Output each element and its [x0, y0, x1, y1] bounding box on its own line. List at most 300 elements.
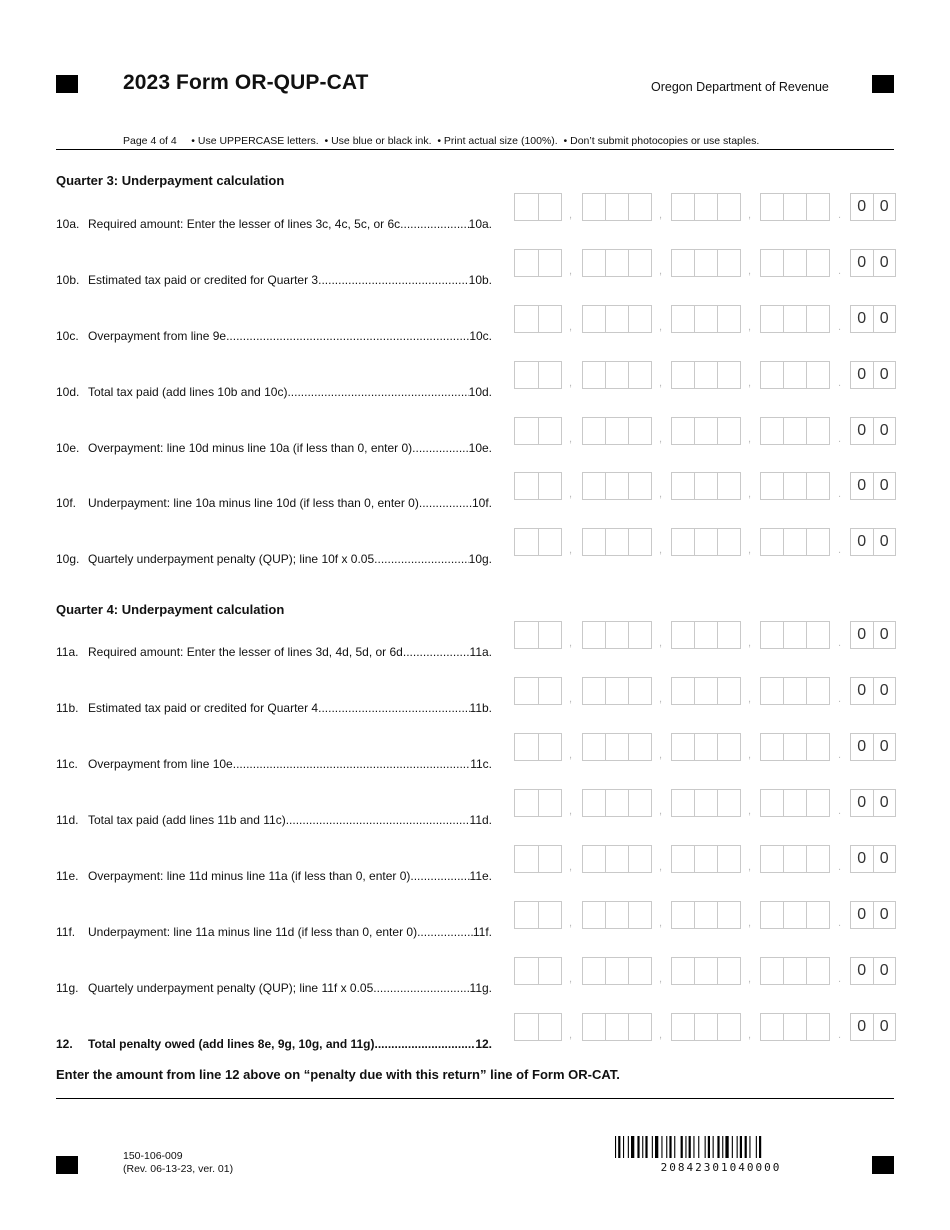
- digit-box[interactable]: [695, 1014, 718, 1040]
- amount-digit-group[interactable]: [760, 193, 830, 221]
- digit-box[interactable]: [807, 529, 829, 555]
- thousands-separator: ,: [569, 973, 573, 985]
- line-row: [0, 677, 950, 717]
- digit-box[interactable]: [672, 250, 695, 276]
- thousands-separator: ,: [659, 377, 663, 389]
- page-instructions: Page 4 of 4 • Use UPPERCASE letters. • Use blue or black ink. • Print actual size (100%). • Don’t submit photocopies or use staples.: [123, 135, 760, 147]
- digit-box[interactable]: [672, 529, 695, 555]
- digit-box[interactable]: [606, 846, 629, 872]
- digit-box[interactable]: [515, 250, 539, 276]
- amount-digit-group[interactable]: [760, 528, 830, 556]
- digit-box[interactable]: [672, 418, 695, 444]
- digit-box[interactable]: [672, 846, 695, 872]
- line-number: 11f.: [56, 925, 76, 939]
- amount-digit-group[interactable]: [671, 621, 741, 649]
- digit-box[interactable]: [672, 678, 695, 704]
- digit-box[interactable]: [718, 306, 740, 332]
- line-row: [0, 733, 950, 773]
- digit-box[interactable]: [718, 622, 740, 648]
- leader-dots: [400, 217, 468, 231]
- amount-digit-group[interactable]: [671, 1013, 741, 1041]
- digit-box[interactable]: [718, 846, 740, 872]
- line-row: [0, 845, 950, 885]
- digit-box[interactable]: [539, 622, 562, 648]
- digit-box[interactable]: [629, 306, 651, 332]
- digit-box[interactable]: [515, 790, 539, 816]
- cents-digit: 0: [879, 682, 889, 699]
- digit-box[interactable]: [695, 734, 718, 760]
- digit-box[interactable]: [695, 306, 718, 332]
- digit-box[interactable]: [807, 1014, 829, 1040]
- digit-box[interactable]: [629, 734, 651, 760]
- digit-box[interactable]: [606, 418, 629, 444]
- thousands-separator: ,: [748, 805, 752, 817]
- digit-box[interactable]: [539, 306, 562, 332]
- amount-digit-group[interactable]: [514, 957, 562, 985]
- digit-box[interactable]: [583, 1014, 606, 1040]
- form-number: 150-106-009: [123, 1150, 183, 1162]
- digit-box[interactable]: [807, 902, 829, 928]
- cents-box: [850, 733, 896, 761]
- digit-box[interactable]: [695, 250, 718, 276]
- digit-box[interactable]: [718, 790, 740, 816]
- digit-box[interactable]: [515, 678, 539, 704]
- digit-box[interactable]: [539, 790, 562, 816]
- digit-box[interactable]: [807, 790, 829, 816]
- amount-digit-group[interactable]: [671, 677, 741, 705]
- digit-box[interactable]: [761, 250, 784, 276]
- digit-box[interactable]: [629, 902, 651, 928]
- digit-box[interactable]: [784, 958, 807, 984]
- amount-digit-group[interactable]: [671, 901, 741, 929]
- digit-box[interactable]: [606, 1014, 629, 1040]
- digit-box[interactable]: [718, 473, 740, 499]
- line-number: 11e.: [56, 869, 79, 883]
- thousands-separator: ,: [569, 693, 573, 705]
- amount-digit-group[interactable]: [671, 249, 741, 277]
- digit-box[interactable]: [807, 418, 829, 444]
- digit-box[interactable]: [695, 622, 718, 648]
- digit-box[interactable]: [515, 622, 539, 648]
- line-number: 10c.: [56, 329, 79, 343]
- cents-digit: 0: [851, 194, 874, 220]
- digit-box[interactable]: [784, 418, 807, 444]
- digit-box[interactable]: [718, 958, 740, 984]
- digit-box[interactable]: [807, 306, 829, 332]
- digit-box[interactable]: [515, 194, 539, 220]
- line-number: 10f.: [56, 496, 77, 510]
- digit-box[interactable]: [695, 790, 718, 816]
- amount-digit-group[interactable]: [760, 845, 830, 873]
- digit-box[interactable]: [672, 306, 695, 332]
- digit-box[interactable]: [629, 250, 651, 276]
- digit-box[interactable]: [672, 362, 695, 388]
- digit-box[interactable]: [606, 902, 629, 928]
- amount-digit-group[interactable]: [514, 733, 562, 761]
- digit-box[interactable]: [695, 529, 718, 555]
- digit-box[interactable]: [761, 418, 784, 444]
- digit-box[interactable]: [718, 678, 740, 704]
- leader-dots: [417, 925, 473, 939]
- amount-digit-group[interactable]: [671, 733, 741, 761]
- digit-box[interactable]: [606, 678, 629, 704]
- digit-box[interactable]: [672, 902, 695, 928]
- digit-box[interactable]: [539, 418, 562, 444]
- cents-box: [850, 417, 896, 445]
- digit-box[interactable]: [539, 902, 562, 928]
- barcode-bar: [681, 1136, 683, 1158]
- digit-box[interactable]: [695, 418, 718, 444]
- thousands-separator: ,: [569, 861, 573, 873]
- barcode-bar: [693, 1136, 694, 1158]
- leader-dots: [373, 981, 469, 995]
- amount-digit-group[interactable]: [760, 789, 830, 817]
- digit-box[interactable]: [807, 846, 829, 872]
- line-label: [56, 981, 492, 995]
- cents-digit: 0: [851, 362, 874, 388]
- digit-box[interactable]: [539, 958, 562, 984]
- amount-digit-group[interactable]: [760, 361, 830, 389]
- amount-digit-group[interactable]: [760, 733, 830, 761]
- amount-digit-group[interactable]: [582, 472, 652, 500]
- line-description: Required amount: Enter the lesser of lines 3c, 4c, 5c, or 6c: [88, 217, 401, 231]
- digit-box[interactable]: [629, 529, 651, 555]
- digit-box[interactable]: [515, 306, 539, 332]
- digit-box[interactable]: [629, 362, 651, 388]
- digit-box[interactable]: [583, 362, 606, 388]
- digit-box[interactable]: [718, 529, 740, 555]
- digit-box[interactable]: [695, 473, 718, 499]
- digit-box[interactable]: [784, 473, 807, 499]
- thousands-separator: ,: [569, 488, 573, 500]
- amount-digit-group[interactable]: [514, 677, 562, 705]
- digit-box[interactable]: [539, 734, 562, 760]
- amount-digit-group[interactable]: [582, 305, 652, 333]
- line-label: [56, 757, 492, 771]
- amount-digit-group[interactable]: [514, 901, 562, 929]
- amount-digit-group[interactable]: [760, 677, 830, 705]
- digit-box[interactable]: [784, 1014, 807, 1040]
- digit-box[interactable]: [583, 622, 606, 648]
- amount-digit-group[interactable]: [582, 417, 652, 445]
- line-row: [0, 528, 950, 568]
- line-label: [56, 385, 492, 399]
- line-label: [56, 552, 492, 566]
- leader-dots: [412, 441, 468, 455]
- amount-digit-group[interactable]: [514, 472, 562, 500]
- digit-box[interactable]: [629, 790, 651, 816]
- line-label: [56, 496, 492, 510]
- digit-box[interactable]: [629, 846, 651, 872]
- amount-digit-group[interactable]: [582, 1013, 652, 1041]
- digit-box[interactable]: [784, 306, 807, 332]
- digit-box[interactable]: [672, 1014, 695, 1040]
- amount-digit-group[interactable]: [760, 1013, 830, 1041]
- digit-box[interactable]: [515, 902, 539, 928]
- digit-box[interactable]: [629, 678, 651, 704]
- digit-box[interactable]: [606, 250, 629, 276]
- amount-digit-group[interactable]: [582, 361, 652, 389]
- digit-box[interactable]: [672, 622, 695, 648]
- amount-digit-group[interactable]: [671, 845, 741, 873]
- digit-box[interactable]: [539, 250, 562, 276]
- line-description: Underpayment: line 11a minus line 11d (if less than 0, enter 0): [88, 925, 418, 939]
- barcode-bar: [652, 1136, 653, 1158]
- line-number: 11a.: [56, 645, 79, 659]
- barcode-bar: [637, 1136, 639, 1158]
- digit-box[interactable]: [761, 622, 784, 648]
- barcode-bar: [698, 1136, 699, 1158]
- amount-digit-group[interactable]: [582, 528, 652, 556]
- digit-box[interactable]: [761, 678, 784, 704]
- line-reference: 10b.: [468, 273, 492, 287]
- digit-box[interactable]: [606, 473, 629, 499]
- barcode-bar: [623, 1136, 624, 1158]
- digit-box[interactable]: [807, 473, 829, 499]
- digit-box[interactable]: [583, 734, 606, 760]
- amount-digit-group[interactable]: [582, 845, 652, 873]
- digit-box[interactable]: [807, 250, 829, 276]
- line-reference: 10a.: [468, 217, 492, 231]
- amount-digit-group[interactable]: [582, 249, 652, 277]
- thousands-separator: ,: [569, 637, 573, 649]
- amount-digit-group[interactable]: [514, 193, 562, 221]
- digit-box[interactable]: [606, 790, 629, 816]
- digit-box[interactable]: [629, 958, 651, 984]
- digit-box[interactable]: [672, 958, 695, 984]
- amount-digit-group[interactable]: [760, 305, 830, 333]
- digit-box[interactable]: [583, 902, 606, 928]
- digit-box[interactable]: [515, 1014, 539, 1040]
- digit-box[interactable]: [606, 306, 629, 332]
- digit-box[interactable]: [515, 418, 539, 444]
- digit-box[interactable]: [629, 418, 651, 444]
- digit-box[interactable]: [784, 902, 807, 928]
- cents-digit: 0: [851, 902, 874, 928]
- cents-box: [850, 472, 896, 500]
- digit-box[interactable]: [583, 958, 606, 984]
- amount-digit-group[interactable]: [582, 733, 652, 761]
- digit-box[interactable]: [629, 473, 651, 499]
- cents-digit: 0: [851, 678, 874, 704]
- cents-digit: 0: [851, 790, 874, 816]
- barcode-bar: [655, 1136, 658, 1158]
- digit-box[interactable]: [515, 846, 539, 872]
- digit-box[interactable]: [718, 250, 740, 276]
- digit-box[interactable]: [515, 734, 539, 760]
- digit-box[interactable]: [718, 362, 740, 388]
- digit-box[interactable]: [695, 194, 718, 220]
- digit-box[interactable]: [672, 473, 695, 499]
- amount-digit-group[interactable]: [582, 957, 652, 985]
- digit-box[interactable]: [539, 846, 562, 872]
- digit-box[interactable]: [784, 194, 807, 220]
- amount-digit-group[interactable]: [582, 677, 652, 705]
- digit-box[interactable]: [539, 362, 562, 388]
- digit-box[interactable]: [718, 1014, 740, 1040]
- digit-box[interactable]: [807, 678, 829, 704]
- amount-digit-group[interactable]: [671, 361, 741, 389]
- barcode-number: 20842301040000: [660, 1161, 782, 1174]
- digit-box[interactable]: [672, 734, 695, 760]
- digit-box[interactable]: [672, 790, 695, 816]
- digit-box[interactable]: [539, 1014, 562, 1040]
- digit-box[interactable]: [583, 250, 606, 276]
- thousands-separator: ,: [569, 321, 573, 333]
- amount-digit-group[interactable]: [582, 789, 652, 817]
- amount-digit-group[interactable]: [671, 789, 741, 817]
- digit-box[interactable]: [784, 529, 807, 555]
- cents-digit: 0: [879, 366, 889, 383]
- digit-box[interactable]: [629, 1014, 651, 1040]
- digit-box[interactable]: [583, 473, 606, 499]
- digit-box[interactable]: [695, 902, 718, 928]
- digit-box[interactable]: [515, 473, 539, 499]
- amount-digit-group[interactable]: [514, 249, 562, 277]
- digit-box[interactable]: [784, 678, 807, 704]
- cents-digit: 0: [879, 1018, 889, 1035]
- cents-digit: 0: [851, 418, 874, 444]
- barcode-bar: [666, 1136, 667, 1158]
- digit-box[interactable]: [606, 958, 629, 984]
- digit-box[interactable]: [807, 958, 829, 984]
- digit-box[interactable]: [629, 194, 651, 220]
- digit-box[interactable]: [583, 846, 606, 872]
- digit-box[interactable]: [718, 734, 740, 760]
- line-row: [0, 901, 950, 941]
- amount-digit-group[interactable]: [671, 417, 741, 445]
- digit-box[interactable]: [515, 958, 539, 984]
- digit-box[interactable]: [695, 958, 718, 984]
- digit-box[interactable]: [539, 529, 562, 555]
- digit-box[interactable]: [718, 194, 740, 220]
- digit-box[interactable]: [583, 678, 606, 704]
- digit-box[interactable]: [784, 362, 807, 388]
- cents-digit: 0: [851, 529, 874, 555]
- digit-box[interactable]: [807, 194, 829, 220]
- amount-digit-group[interactable]: [514, 417, 562, 445]
- digit-box[interactable]: [784, 622, 807, 648]
- barcode-bar: [689, 1136, 691, 1158]
- thousands-separator: ,: [659, 265, 663, 277]
- thousands-separator: ,: [569, 265, 573, 277]
- digit-box[interactable]: [672, 194, 695, 220]
- digit-box[interactable]: [539, 473, 562, 499]
- amount-digit-group[interactable]: [760, 417, 830, 445]
- barcode-bar: [759, 1136, 761, 1158]
- amount-digit-group[interactable]: [760, 472, 830, 500]
- amount-digit-group[interactable]: [760, 901, 830, 929]
- amount-digit-group[interactable]: [760, 957, 830, 985]
- digit-box[interactable]: [761, 790, 784, 816]
- amount-digit-group[interactable]: [514, 361, 562, 389]
- amount-digit-group[interactable]: [582, 901, 652, 929]
- amount-digit-group[interactable]: [582, 621, 652, 649]
- amount-digit-group[interactable]: [671, 193, 741, 221]
- digit-box[interactable]: [761, 194, 784, 220]
- digit-box[interactable]: [583, 194, 606, 220]
- amount-digit-group[interactable]: [514, 621, 562, 649]
- amount-digit-group[interactable]: [760, 249, 830, 277]
- digit-box[interactable]: [761, 306, 784, 332]
- amount-digit-group[interactable]: [671, 472, 741, 500]
- digit-box[interactable]: [695, 362, 718, 388]
- line-reference: 11g.: [469, 981, 492, 995]
- thousands-separator: ,: [659, 488, 663, 500]
- digit-box[interactable]: [606, 622, 629, 648]
- digit-box[interactable]: [718, 418, 740, 444]
- line-label: [56, 441, 492, 455]
- digit-box[interactable]: [515, 529, 539, 555]
- thousands-separator: ,: [659, 749, 663, 761]
- digit-box[interactable]: [761, 846, 784, 872]
- leader-dots: [318, 701, 469, 715]
- digit-box[interactable]: [761, 1014, 784, 1040]
- digit-box[interactable]: [606, 194, 629, 220]
- digit-box[interactable]: [606, 529, 629, 555]
- digit-box[interactable]: [784, 734, 807, 760]
- amount-digit-group[interactable]: [514, 528, 562, 556]
- digit-box[interactable]: [784, 250, 807, 276]
- amount-digit-group[interactable]: [582, 193, 652, 221]
- digit-box[interactable]: [807, 622, 829, 648]
- digit-box[interactable]: [695, 846, 718, 872]
- digit-box[interactable]: [583, 790, 606, 816]
- digit-box[interactable]: [761, 529, 784, 555]
- amount-digit-group[interactable]: [514, 845, 562, 873]
- cents-digit: 0: [851, 734, 874, 760]
- digit-box[interactable]: [606, 734, 629, 760]
- digit-box[interactable]: [761, 958, 784, 984]
- barcode-bar: [628, 1136, 629, 1158]
- barcode-bar: [685, 1136, 686, 1158]
- line-description: Overpayment: line 11d minus line 11a (if less than 0, enter 0): [88, 869, 411, 883]
- line-description: Overpayment from line 10e: [88, 757, 233, 771]
- digit-box[interactable]: [606, 362, 629, 388]
- line-reference: 10g.: [468, 552, 492, 566]
- amount-digit-group[interactable]: [671, 305, 741, 333]
- digit-box[interactable]: [784, 846, 807, 872]
- digit-box[interactable]: [629, 622, 651, 648]
- digit-box[interactable]: [761, 362, 784, 388]
- digit-box[interactable]: [583, 418, 606, 444]
- digit-box[interactable]: [539, 678, 562, 704]
- amount-digit-group[interactable]: [514, 1013, 562, 1041]
- amount-digit-group[interactable]: [671, 957, 741, 985]
- amount-digit-group[interactable]: [514, 789, 562, 817]
- thousands-separator: ,: [659, 805, 663, 817]
- digit-box[interactable]: [718, 902, 740, 928]
- digit-box[interactable]: [761, 473, 784, 499]
- digit-box[interactable]: [761, 902, 784, 928]
- digit-box[interactable]: [807, 362, 829, 388]
- digit-box[interactable]: [539, 194, 562, 220]
- cents-box: [850, 677, 896, 705]
- amount-digit-group[interactable]: [760, 621, 830, 649]
- digit-box[interactable]: [695, 678, 718, 704]
- digit-box[interactable]: [583, 529, 606, 555]
- digit-box[interactable]: [583, 306, 606, 332]
- amount-digit-group[interactable]: [671, 528, 741, 556]
- digit-box[interactable]: [761, 734, 784, 760]
- line-description: Estimated tax paid or credited for Quarter 3: [88, 273, 319, 287]
- digit-box[interactable]: [807, 734, 829, 760]
- digit-box[interactable]: [515, 362, 539, 388]
- digit-box[interactable]: [784, 790, 807, 816]
- amount-digit-group[interactable]: [514, 305, 562, 333]
- registration-mark-bottom-left: [56, 1156, 78, 1174]
- line-number: 10a.: [56, 217, 80, 231]
